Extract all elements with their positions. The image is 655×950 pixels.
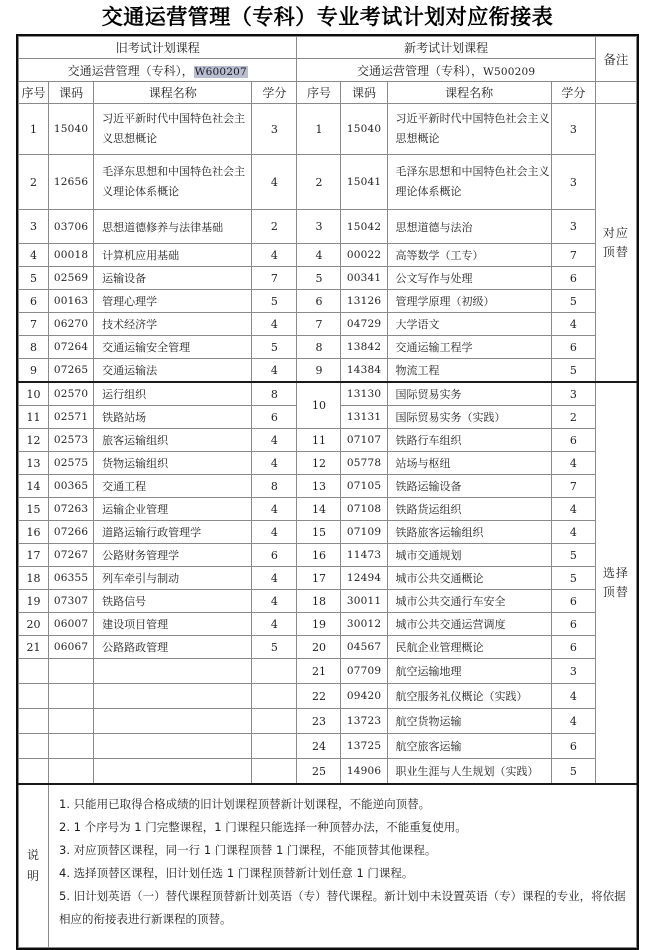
new-course-credit: 3 [551,104,595,155]
old-course-code: 02569 [49,267,94,290]
new-course-name: 习近平新时代中国特色社会主义思想概论 [387,104,551,155]
old-course-name: 交通运输安全管理 [94,336,252,359]
new-course-credit: 6 [551,267,595,290]
new-course-credit: 5 [551,567,595,590]
new-course-code: 07709 [341,659,387,684]
old-course-seq: 7 [19,313,49,336]
old-course-code: 00018 [49,244,94,267]
new-course-seq: 2 [297,155,341,210]
new-course-credit: 4 [551,521,595,544]
old-course-credit: 4 [252,155,297,210]
new-course-name: 铁路货运组织 [387,498,551,521]
old-course-name: 运输设备 [94,267,252,290]
new-course-credit: 6 [551,429,595,452]
new-course-name: 交通运输工程学 [387,336,551,359]
new-course-name: 思想道德与法治 [387,210,551,244]
col-header-old-name: 课程名称 [94,82,252,104]
new-course-seq: 20 [297,636,341,659]
old-course-credit [252,659,297,684]
old-course-seq: 1 [19,104,49,155]
table-row [19,684,637,709]
notes-body [49,784,637,948]
remark-column-header: 备注 [595,37,636,82]
table-row [19,734,637,759]
old-course-seq: 10 [19,382,49,406]
new-course-code: 07107 [341,429,387,452]
old-course-name: 运行组织 [94,382,252,406]
old-course-code: 15040 [49,104,94,155]
new-course-code: 12494 [341,567,387,590]
new-course-code: 04567 [341,636,387,659]
old-course-seq: 3 [19,210,49,244]
old-course-name [94,709,252,734]
old-course-credit: 4 [252,313,297,336]
old-course-credit: 2 [252,210,297,244]
new-course-code: 00022 [341,244,387,267]
remark-line-2: 顶替 [602,244,629,259]
new-course-name: 国际贸易实务 [387,382,551,406]
new-course-seq: 19 [297,613,341,636]
table-row [19,709,637,734]
table-row [19,155,637,210]
old-course-seq: 21 [19,636,49,659]
header-row-major [19,59,637,82]
old-course-code: 02570 [49,382,94,406]
old-course-name: 运输企业管理 [94,498,252,521]
new-course-seq: 4 [297,244,341,267]
new-course-credit: 3 [551,659,595,684]
new-course-name: 职业生涯与人生规划（实践） [387,759,551,785]
old-course-seq [19,759,49,785]
new-course-code: 07109 [341,521,387,544]
new-course-name: 民航企业管理概论 [387,636,551,659]
old-course-name [94,684,252,709]
new-course-credit: 5 [551,359,595,383]
old-course-name: 技术经济学 [94,313,252,336]
old-major-code-highlighted: W600207 [194,65,247,78]
new-major-name: 交通运营管理（专科）， [357,63,484,78]
old-course-credit: 4 [252,590,297,613]
old-course-credit: 5 [252,636,297,659]
new-course-code: 15041 [341,155,387,210]
table-row [19,636,637,659]
note-item: 3. 对应顶替区课程，同一行 1 门课程顶替 1 门课程，不能顶替其他课程。 [59,843,437,857]
old-course-seq [19,659,49,684]
old-course-code: 07307 [49,590,94,613]
new-course-name: 铁路旅客运输组织 [387,521,551,544]
old-course-seq [19,709,49,734]
new-course-code: 13725 [341,734,387,759]
old-course-credit: 6 [252,406,297,429]
old-course-name: 管理心理学 [94,290,252,313]
old-course-code: 02573 [49,429,94,452]
new-course-code: 15042 [341,210,387,244]
old-course-credit: 7 [252,267,297,290]
old-course-seq: 12 [19,429,49,452]
new-course-name: 城市公共交通运营调度 [387,613,551,636]
new-course-seq: 8 [297,336,341,359]
new-course-code: 04729 [341,313,387,336]
new-course-name: 城市公共交通概论 [387,567,551,590]
new-course-credit: 6 [551,590,595,613]
old-course-name: 铁路信号 [94,590,252,613]
new-course-name: 航空货物运输 [387,709,551,734]
new-course-code: 13723 [341,709,387,734]
new-course-seq: 14 [297,498,341,521]
new-course-credit: 6 [551,734,595,759]
old-course-seq: 16 [19,521,49,544]
old-course-name [94,659,252,684]
new-course-code: 13131 [341,406,387,429]
new-course-name: 铁路运输设备 [387,475,551,498]
old-course-credit: 8 [252,382,297,406]
old-course-seq: 19 [19,590,49,613]
new-course-seq: 22 [297,684,341,709]
table-row [19,267,637,290]
old-course-name: 铁路站场 [94,406,252,429]
old-course-seq: 17 [19,544,49,567]
new-course-credit: 3 [551,210,595,244]
old-major-cell [19,59,297,82]
note-item: 1. 只能用已取得合格成绩的旧计划课程顶替新计划课程，不能逆向顶替。 [59,797,431,811]
old-course-name: 公路财务管理学 [94,544,252,567]
old-course-name: 公路路政管理 [94,636,252,659]
new-course-name: 物流工程 [387,359,551,383]
new-course-credit: 4 [551,498,595,521]
remark-line-2: 顶替 [602,585,629,599]
old-course-code [49,684,94,709]
new-course-name: 管理学原理（初级） [387,290,551,313]
new-course-seq: 15 [297,521,341,544]
old-course-credit: 4 [252,429,297,452]
old-course-credit [252,734,297,759]
col-header-old-code: 课码 [49,82,94,104]
table-row [19,613,637,636]
old-course-seq [19,684,49,709]
new-course-code: 14384 [341,359,387,383]
new-course-seq: 23 [297,709,341,734]
col-header-old-credit: 学分 [252,82,297,104]
old-course-code: 02571 [49,406,94,429]
new-course-credit: 4 [551,452,595,475]
old-course-name: 货物运输组织 [94,452,252,475]
new-course-code: 00341 [341,267,387,290]
table-row [19,244,637,267]
new-course-seq: 12 [297,452,341,475]
new-course-credit: 7 [551,244,595,267]
note-item: 4. 选择顶替区课程，旧计划任选 1 门课程顶替新计划任意 1 门课程。 [59,866,414,880]
table-row [19,210,637,244]
old-course-credit [252,709,297,734]
old-plan-header: 旧考试计划课程 [19,37,297,59]
old-course-code: 00163 [49,290,94,313]
new-course-code: 07108 [341,498,387,521]
old-course-seq: 2 [19,155,49,210]
new-plan-header: 新考试计划课程 [297,37,595,59]
notes-row [19,784,637,948]
new-course-credit: 4 [551,684,595,709]
table-row [19,359,637,383]
note-item: 2. 1 个序号为 1 门完整课程，1 门课程只能选择一种顶替办法，不能重复使用。 [59,820,467,834]
old-course-code: 06270 [49,313,94,336]
remark-header-spacer [595,82,636,104]
articulation-table [18,36,637,948]
articulation-table-container [16,34,639,950]
header-row-plan [19,37,637,59]
old-course-credit: 8 [252,475,297,498]
old-course-credit: 3 [252,104,297,155]
old-course-credit: 4 [252,452,297,475]
new-course-code: 13842 [341,336,387,359]
new-course-credit: 6 [551,336,595,359]
old-course-name: 思想道德修养与法律基础 [94,210,252,244]
old-course-seq: 18 [19,567,49,590]
new-course-name: 毛泽东思想和中国特色社会主义理论体系概论 [387,155,551,210]
table-row [19,498,637,521]
old-course-seq: 20 [19,613,49,636]
old-course-code [49,734,94,759]
old-course-seq: 4 [19,244,49,267]
old-course-code: 07263 [49,498,94,521]
old-course-name: 道路运输行政管理学 [94,521,252,544]
old-course-name: 交通运输法 [94,359,252,383]
new-course-name: 大学语文 [387,313,551,336]
old-course-code: 06007 [49,613,94,636]
old-course-code: 12656 [49,155,94,210]
page-title: 交通运营管理（专科）专业考试计划对应衔接表 [101,4,554,29]
old-course-seq: 8 [19,336,49,359]
old-course-code: 07266 [49,521,94,544]
old-course-seq: 5 [19,267,49,290]
new-course-seq: 16 [297,544,341,567]
new-course-credit: 2 [551,406,595,429]
old-course-code: 06067 [49,636,94,659]
col-header-new-code: 课码 [341,82,387,104]
table-row [19,429,637,452]
new-course-seq: 11 [297,429,341,452]
old-course-code: 06355 [49,567,94,590]
new-course-name: 公文写作与处理 [387,267,551,290]
new-course-name: 铁路行车组织 [387,429,551,452]
old-course-code [49,659,94,684]
col-header-old-seq: 序号 [19,82,49,104]
notes-label-line-2: 明 [27,869,41,883]
table-row [19,544,637,567]
new-course-code: 13130 [341,382,387,406]
new-course-credit: 3 [551,382,595,406]
new-course-name: 城市交通规划 [387,544,551,567]
new-course-seq: 25 [297,759,341,785]
old-course-credit [252,684,297,709]
col-header-new-seq: 序号 [297,82,341,104]
new-course-name: 航空运输地理 [387,659,551,684]
new-course-seq: 3 [297,210,341,244]
old-course-name: 毛泽东思想和中国特色社会主义理论体系概论 [94,155,252,210]
old-course-seq: 6 [19,290,49,313]
remark-selective-replacement [595,382,636,784]
new-course-credit: 5 [551,544,595,567]
new-course-code: 09420 [341,684,387,709]
remark-corresponding-replacement [595,104,636,383]
old-course-name: 列车牵引与制动 [94,567,252,590]
new-course-code: 30012 [341,613,387,636]
old-course-credit: 5 [252,290,297,313]
old-course-seq: 15 [19,498,49,521]
old-course-seq [19,734,49,759]
new-course-name: 站场与枢纽 [387,452,551,475]
note-item: 5. 旧计划英语（一）替代课程顶替新计划英语（专）替代课程。新计划中未设置英语（专）课程的专业，将依据相应的衔接表进行新课程的顶替。 [59,889,626,926]
new-course-name: 航空服务礼仪概论（实践） [387,684,551,709]
old-course-credit: 4 [252,567,297,590]
new-course-name: 高等数学（工专） [387,244,551,267]
old-course-credit: 6 [252,544,297,567]
table-row [19,567,637,590]
new-course-seq: 17 [297,567,341,590]
new-major-code: W500209 [483,65,536,78]
header-row-columns [19,82,637,104]
old-course-name: 习近平新时代中国特色社会主义思想概论 [94,104,252,155]
old-course-seq: 9 [19,359,49,383]
old-course-credit: 4 [252,244,297,267]
new-course-code: 05778 [341,452,387,475]
old-major-name: 交通运营管理（专科）， [67,63,194,78]
old-course-name: 建设项目管理 [94,613,252,636]
table-row [19,590,637,613]
old-course-code: 03706 [49,210,94,244]
new-course-credit: 3 [551,155,595,210]
table-row [19,313,637,336]
new-course-code: 13126 [341,290,387,313]
old-course-seq: 14 [19,475,49,498]
new-course-code: 11473 [341,544,387,567]
old-course-code [49,759,94,785]
new-course-seq: 1 [297,104,341,155]
old-course-credit: 5 [252,336,297,359]
old-course-credit: 4 [252,521,297,544]
old-course-code: 07264 [49,336,94,359]
new-course-seq: 24 [297,734,341,759]
old-course-name [94,759,252,785]
new-course-seq: 21 [297,659,341,684]
remark-line-1: 对应 [602,225,629,240]
new-course-name: 国际贸易实务（实践） [387,406,551,429]
new-course-seq: 10 [297,382,341,429]
old-course-code: 02575 [49,452,94,475]
table-row [19,475,637,498]
old-course-credit: 4 [252,498,297,521]
table-row [19,104,637,155]
new-course-credit: 4 [551,313,595,336]
table-row [19,521,637,544]
old-course-seq: 11 [19,406,49,429]
old-course-code [49,709,94,734]
old-course-name: 计算机应用基础 [94,244,252,267]
table-row [19,452,637,475]
old-course-name [94,734,252,759]
new-course-name: 航空旅客运输 [387,734,551,759]
new-course-seq: 13 [297,475,341,498]
new-course-credit: 4 [551,709,595,734]
col-header-new-name: 课程名称 [387,82,551,104]
old-course-seq: 13 [19,452,49,475]
new-course-credit: 5 [551,759,595,785]
new-course-seq: 5 [297,267,341,290]
new-course-name: 城市公共交通行车安全 [387,590,551,613]
old-course-code: 07265 [49,359,94,383]
old-course-credit: 4 [252,359,297,383]
table-row [19,290,637,313]
old-course-name: 交通工程 [94,475,252,498]
new-course-seq: 6 [297,290,341,313]
remark-line-1: 选择 [602,566,629,580]
new-course-credit: 6 [551,613,595,636]
new-course-credit: 7 [551,475,595,498]
table-row [19,382,637,406]
new-course-code: 30011 [341,590,387,613]
old-course-credit [252,759,297,785]
table-row [19,759,637,785]
table-row [19,659,637,684]
col-header-new-credit: 学分 [551,82,595,104]
notes-label-line-1: 说 [27,848,41,862]
old-course-code: 00365 [49,475,94,498]
new-course-seq: 9 [297,359,341,383]
old-course-credit: 4 [252,613,297,636]
old-course-code: 07267 [49,544,94,567]
new-major-cell [297,59,595,82]
notes-label [19,784,49,948]
new-course-code: 15040 [341,104,387,155]
old-course-name: 旅客运输组织 [94,429,252,452]
new-course-seq: 7 [297,313,341,336]
new-course-code: 07105 [341,475,387,498]
table-row [19,336,637,359]
new-course-credit: 6 [551,636,595,659]
new-course-credit: 5 [551,290,595,313]
new-course-seq: 18 [297,590,341,613]
new-course-code: 14906 [341,759,387,785]
